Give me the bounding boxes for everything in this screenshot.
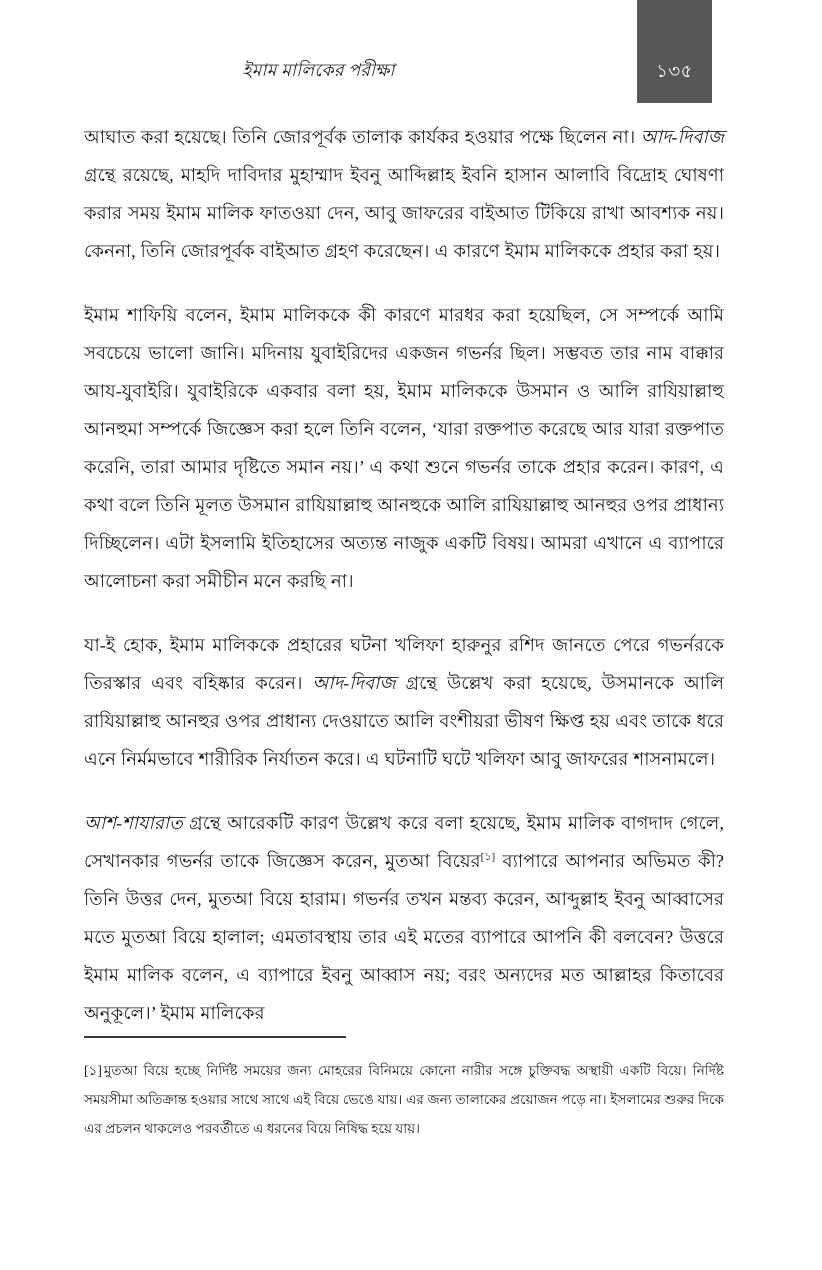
paragraph (84, 296, 724, 600)
page-number: ১৩৫ (656, 61, 693, 81)
text-run: ইমাম শাফিয়ি বলেন, ইমাম মালিককে কী কারণে মারধর করা হয়েছিল, সে সম্পর্কে আমি সবচেয়ে ভালো জানি। মদিনায় যুবাইরিদের একজন গভর্নর ছিল। সম্ভবত তার নাম বাক্কার আয-যুবাইরি। যুবাইরিকে একবার বলা হয়, ইমাম মালিককে উসমান ও আলি রাযিয়াল্লাহু আনহুমা সম্পর্কে জিজ্ঞেস করা হলে তিনি বলেন, ‘যারা রক্তপাত করেছে আর যারা রক্তপাত করেনি, তারা আমার দৃষ্টিতে সমান নয়।’ এ কথা শুনে গভর্নর তাকে প্রহার করেন। কারণ, এ কথা বলে তিনি মূলত উসমান রাযিয়াল্লাহু আনহুকে আলি রাযিয়াল্লাহু আনহুর ওপর প্রাধান্য দিচ্ছিলেন। এটা ইসলামি ইতিহাসের অত্যন্ত নাজুক একটি বিষয়। আমরা এখানে এ ব্যাপারে আলোচনা করা সমীচীন মনে করছি না। (84, 305, 724, 591)
paragraph (84, 626, 724, 778)
book-title-italic: আদ-দিবাজ (640, 127, 724, 147)
page-number-block (637, 0, 712, 103)
text-run: যা-ই হোক, ইমাম মালিককে প্রহারের ঘটনা খলিফা হারুনুর রশিদ জানতে পেরে গভর্নরকে তিরস্কার এবং বহিষ্কার করেন। (84, 635, 724, 693)
text-run: আঘাত করা হয়েছে। তিনি জোরপূর্বক তালাক কার্যকর হওয়ার পক্ষে ছিলেন না। (84, 127, 641, 147)
text-run: গ্রন্থে রয়েছে, মাহদি দাবিদার মুহাম্মাদ ইবনু আব্দিল্লাহ ইবনি হাসান আলাবি বিদ্রোহ ঘোষণা করার সময় ইমাম মালিক ফাতওয়া দেন, আবু জাফরের বাইআত টিকিয়ে রাখা আবশ্যক নয়। কেননা, তিনি জোরপূর্বক বাইআত গ্রহণ করেছেন। এ কারণে ইমাম মালিককে প্রহার করা হয়। (84, 165, 724, 261)
text-run: ব্যাপারে আপনার অভিমত কী? তিনি উত্তর দেন, মুতআ বিয়ে হারাম। গভর্নর তখন মন্তব্য করেন, আব্দুল্লাহ ইবনু আব্বাসের মতে মুতআ বিয়ে হালাল; এমতাবস্থায় তার এই মতের ব্যাপারে আপনি কী বলবেন? উত্তরে ইমাম মালিক বলেন, এ ব্যাপারে ইবনু আব্বাস নয়; বরং অন্যদের মত আল্লাহর কিতাবের অনুকূলে।’ ইমাম মালিকের (84, 851, 724, 1023)
body-text-column (84, 118, 724, 1032)
footnote-body: মুতআ বিয়ে হচ্ছে নির্দিষ্ট সময়ের জন্য মোহরের বিনিময়ে কোনো নারীর সঙ্গে চুক্তিবদ্ধ অস্থায়ী একটি বিয়ে। নির্দিষ্ট সময়সীমা অতিক্রান্ত হওয়ার সাথে সাথে এই বিয়ে ভেঙে যায়। এর জন্য তালাকের প্রয়োজন পড়ে না। ইসলামের শুরুর দিকে এর প্রচলন থাকলেও পরবর্তীতে এ ধরনের বিয়ে নিষিদ্ধ হয়ে যায়। (84, 1063, 724, 1136)
footnote-separator-rule (84, 1036, 346, 1038)
page-header (0, 0, 822, 110)
footnote-reference[interactable]: [১] (480, 850, 496, 863)
book-title-italic: আশ-শাযারাত (84, 813, 183, 833)
footnote-area (84, 1036, 724, 1143)
text-run: গ্রন্থে আরেকটি কারণ উল্লেখ করে বলা হয়েছে, ইমাম মালিক বাগদাদ গেলে, সেখানকার গভর্নর তাকে জিজ্ঞেস করেন, মুতআ বিয়ের (84, 813, 724, 871)
text-run: গ্রন্থে উল্লেখ করা হয়েছে, উসমানকে আলি রাযিয়াল্লাহু আনহুর ওপর প্রাধান্য দেওয়াতে আলি বংশীয়রা ভীষণ ক্ষিপ্ত হয় এবং তাকে ধরে এনে নির্মমভাবে শারীরিক নির্যাতন করে। এ ঘটনাটি ঘটে খলিফা আবু জাফরের শাসনামলে। (84, 673, 724, 769)
paragraph (84, 118, 724, 270)
paragraph (84, 804, 724, 1032)
running-head-title: ইমাম মালিকের পরীক্ষা (242, 60, 395, 80)
footnote-marker: [১] (84, 1063, 102, 1078)
footnote-text (84, 1056, 724, 1143)
book-title-italic: আদ-দিবাজ (312, 673, 396, 693)
